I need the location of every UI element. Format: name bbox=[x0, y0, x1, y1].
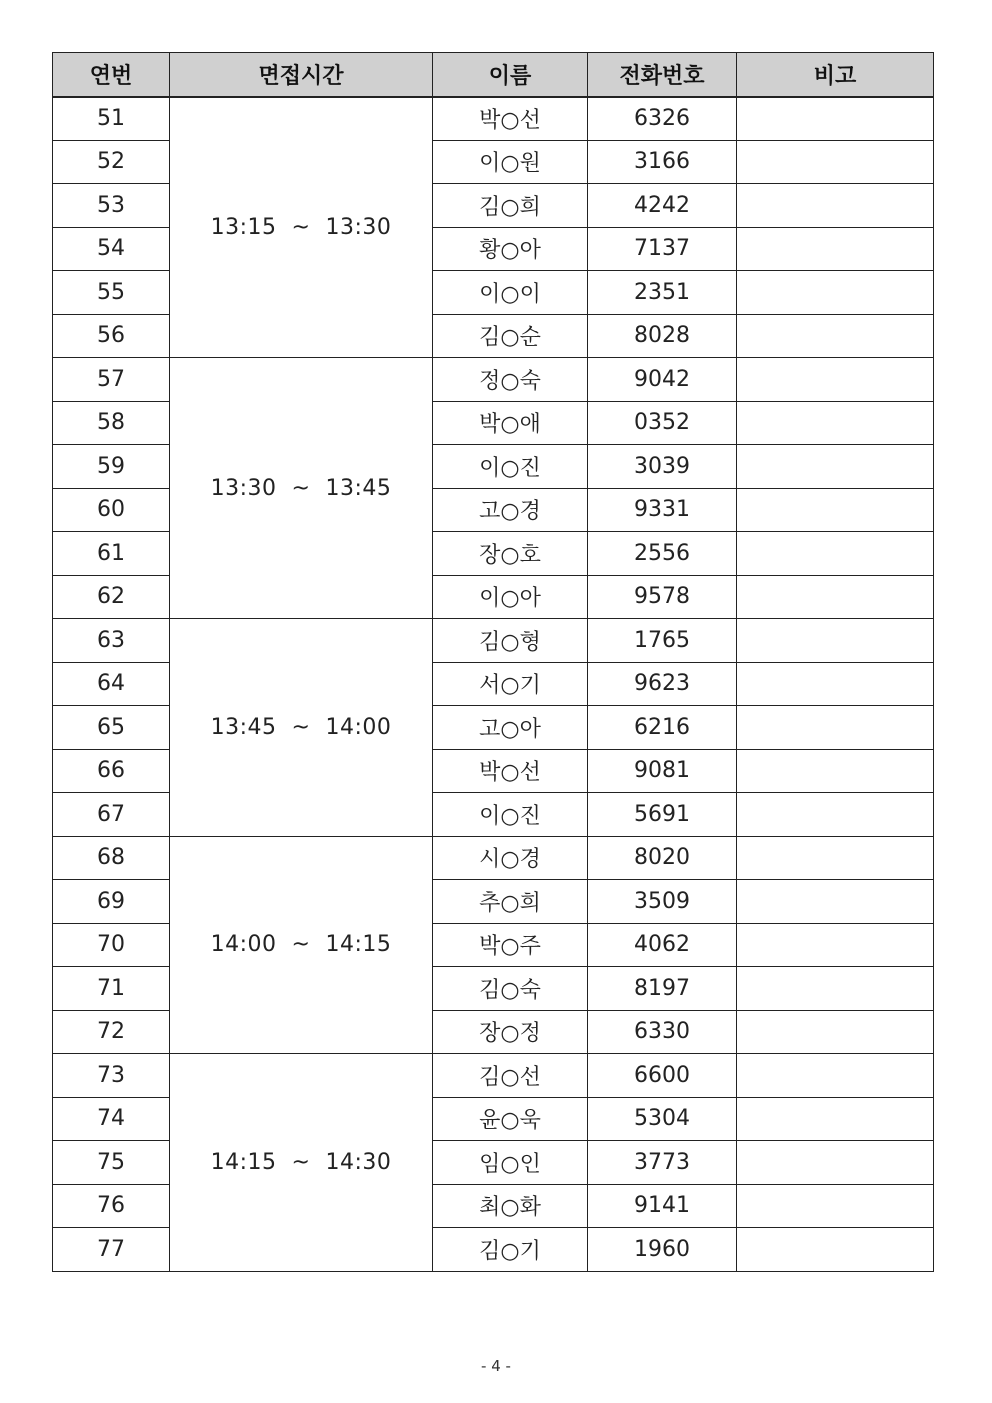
note-cell bbox=[737, 532, 934, 576]
row-number: 73 bbox=[53, 1054, 170, 1098]
note-cell bbox=[737, 1097, 934, 1141]
applicant-name: 김○선 bbox=[433, 1054, 588, 1098]
row-number: 71 bbox=[53, 967, 170, 1011]
row-number: 56 bbox=[53, 314, 170, 358]
phone-number: 3166 bbox=[588, 140, 737, 184]
phone-number: 9042 bbox=[588, 358, 737, 402]
applicant-name: 시○경 bbox=[433, 836, 588, 880]
phone-number: 3509 bbox=[588, 880, 737, 924]
interview-time-slot: 14:00 ~ 14:15 bbox=[170, 836, 433, 1054]
applicant-name: 최○화 bbox=[433, 1184, 588, 1228]
phone-number: 3039 bbox=[588, 445, 737, 489]
table-row bbox=[53, 1054, 934, 1098]
row-number: 62 bbox=[53, 575, 170, 619]
note-cell bbox=[737, 575, 934, 619]
applicant-name: 김○희 bbox=[433, 184, 588, 228]
row-number: 69 bbox=[53, 880, 170, 924]
note-cell bbox=[737, 445, 934, 489]
note-cell bbox=[737, 619, 934, 663]
note-cell bbox=[737, 1228, 934, 1272]
row-number: 59 bbox=[53, 445, 170, 489]
note-cell bbox=[737, 271, 934, 315]
page-number: - 4 - bbox=[481, 1357, 511, 1375]
phone-number: 2556 bbox=[588, 532, 737, 576]
row-number: 65 bbox=[53, 706, 170, 750]
applicant-name: 정○숙 bbox=[433, 358, 588, 402]
note-cell bbox=[737, 227, 934, 271]
applicant-name: 이○이 bbox=[433, 271, 588, 315]
note-cell bbox=[737, 749, 934, 793]
note-cell bbox=[737, 967, 934, 1011]
phone-number: 6600 bbox=[588, 1054, 737, 1098]
applicant-name: 박○선 bbox=[433, 97, 588, 141]
phone-number: 6216 bbox=[588, 706, 737, 750]
table-row bbox=[53, 619, 934, 663]
header-phone: 전화번호 bbox=[588, 53, 737, 97]
row-number: 61 bbox=[53, 532, 170, 576]
row-number: 54 bbox=[53, 227, 170, 271]
row-number: 67 bbox=[53, 793, 170, 837]
note-cell bbox=[737, 1141, 934, 1185]
note-cell bbox=[737, 97, 934, 141]
header-number: 연번 bbox=[53, 53, 170, 97]
header-row bbox=[53, 53, 934, 97]
applicant-name: 고○경 bbox=[433, 488, 588, 532]
applicant-name: 김○기 bbox=[433, 1228, 588, 1272]
phone-number: 6330 bbox=[588, 1010, 737, 1054]
phone-number: 8028 bbox=[588, 314, 737, 358]
row-number: 63 bbox=[53, 619, 170, 663]
row-number: 53 bbox=[53, 184, 170, 228]
applicant-name: 김○순 bbox=[433, 314, 588, 358]
row-number: 58 bbox=[53, 401, 170, 445]
row-number: 75 bbox=[53, 1141, 170, 1185]
applicant-name: 장○호 bbox=[433, 532, 588, 576]
applicant-name: 임○인 bbox=[433, 1141, 588, 1185]
applicant-name: 김○숙 bbox=[433, 967, 588, 1011]
row-number: 64 bbox=[53, 662, 170, 706]
row-number: 70 bbox=[53, 923, 170, 967]
note-cell bbox=[737, 793, 934, 837]
row-number: 60 bbox=[53, 488, 170, 532]
interview-time-slot: 13:15 ~ 13:30 bbox=[170, 97, 433, 358]
row-number: 55 bbox=[53, 271, 170, 315]
phone-number: 5304 bbox=[588, 1097, 737, 1141]
applicant-name: 박○주 bbox=[433, 923, 588, 967]
applicant-name: 박○애 bbox=[433, 401, 588, 445]
note-cell bbox=[737, 923, 934, 967]
note-cell bbox=[737, 880, 934, 924]
applicant-name: 박○선 bbox=[433, 749, 588, 793]
note-cell bbox=[737, 706, 934, 750]
table-header bbox=[53, 53, 934, 97]
interview-time-slot: 13:45 ~ 14:00 bbox=[170, 619, 433, 837]
note-cell bbox=[737, 1010, 934, 1054]
phone-number: 8197 bbox=[588, 967, 737, 1011]
table-row bbox=[53, 97, 934, 141]
applicant-name: 김○형 bbox=[433, 619, 588, 663]
phone-number: 3773 bbox=[588, 1141, 737, 1185]
note-cell bbox=[737, 140, 934, 184]
note-cell bbox=[737, 662, 934, 706]
phone-number: 5691 bbox=[588, 793, 737, 837]
note-cell bbox=[737, 314, 934, 358]
row-number: 57 bbox=[53, 358, 170, 402]
phone-number: 4242 bbox=[588, 184, 737, 228]
table-row bbox=[53, 836, 934, 880]
phone-number: 9331 bbox=[588, 488, 737, 532]
note-cell bbox=[737, 1184, 934, 1228]
phone-number: 4062 bbox=[588, 923, 737, 967]
phone-number: 1960 bbox=[588, 1228, 737, 1272]
note-cell bbox=[737, 184, 934, 228]
phone-number: 8020 bbox=[588, 836, 737, 880]
row-number: 76 bbox=[53, 1184, 170, 1228]
interview-time-slot: 13:30 ~ 13:45 bbox=[170, 358, 433, 619]
header-note: 비고 bbox=[737, 53, 934, 97]
phone-number: 9578 bbox=[588, 575, 737, 619]
row-number: 72 bbox=[53, 1010, 170, 1054]
row-number: 51 bbox=[53, 97, 170, 141]
row-number: 66 bbox=[53, 749, 170, 793]
table-row bbox=[53, 358, 934, 402]
applicant-name: 이○진 bbox=[433, 445, 588, 489]
interview-schedule-table bbox=[52, 52, 934, 1272]
applicant-name: 장○정 bbox=[433, 1010, 588, 1054]
note-cell bbox=[737, 1054, 934, 1098]
note-cell bbox=[737, 358, 934, 402]
row-number: 74 bbox=[53, 1097, 170, 1141]
phone-number: 9141 bbox=[588, 1184, 737, 1228]
phone-number: 9081 bbox=[588, 749, 737, 793]
row-number: 68 bbox=[53, 836, 170, 880]
applicant-name: 윤○욱 bbox=[433, 1097, 588, 1141]
applicant-name: 이○진 bbox=[433, 793, 588, 837]
phone-number: 6326 bbox=[588, 97, 737, 141]
applicant-name: 서○기 bbox=[433, 662, 588, 706]
applicant-name: 고○아 bbox=[433, 706, 588, 750]
phone-number: 1765 bbox=[588, 619, 737, 663]
header-interview-time: 면접시간 bbox=[170, 53, 433, 97]
note-cell bbox=[737, 401, 934, 445]
phone-number: 2351 bbox=[588, 271, 737, 315]
table-body bbox=[53, 97, 934, 1272]
note-cell bbox=[737, 488, 934, 532]
note-cell bbox=[737, 836, 934, 880]
phone-number: 0352 bbox=[588, 401, 737, 445]
row-number: 77 bbox=[53, 1228, 170, 1272]
applicant-name: 이○원 bbox=[433, 140, 588, 184]
phone-number: 7137 bbox=[588, 227, 737, 271]
header-name: 이름 bbox=[433, 53, 588, 97]
row-number: 52 bbox=[53, 140, 170, 184]
applicant-name: 이○아 bbox=[433, 575, 588, 619]
interview-time-slot: 14:15 ~ 14:30 bbox=[170, 1054, 433, 1272]
phone-number: 9623 bbox=[588, 662, 737, 706]
applicant-name: 추○희 bbox=[433, 880, 588, 924]
applicant-name: 황○아 bbox=[433, 227, 588, 271]
